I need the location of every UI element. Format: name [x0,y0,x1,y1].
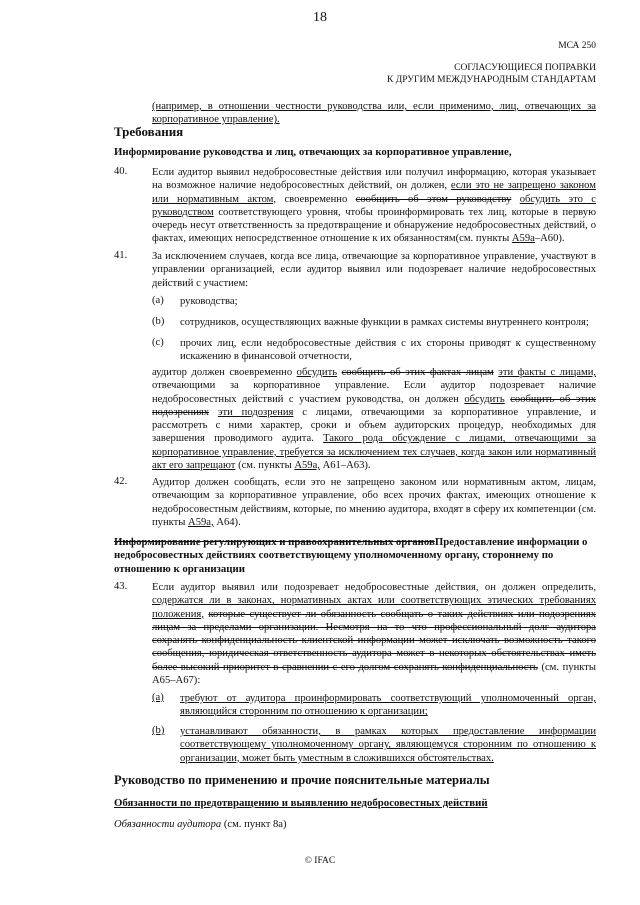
page-number: 18 [313,10,327,25]
para-41-c11: (см. пункты [238,460,292,472]
para-42 [152,476,596,529]
para-41-c5: отвечающими за корпоративное управление. Если аудитор подозревает наличие недобросовестных действий с участием руководства, он должен [152,380,596,405]
subheading-report-new: Предоставление информации о недобросовестных действиях соответствующему уполномоченному органу, стороннему по отношению к организации [114,536,588,575]
para-40 [152,166,596,246]
auditor-duties-ref: (см. пункт 8а) [223,819,287,830]
subheading-inform: Информирование руководства и лиц, отвечающих за корпоративное управление, [114,146,512,158]
para-41-item-a-label: (a) [152,295,164,306]
para-41-c10: Такого рода обсуждение с лицами, отвечающими за корпоративное управление, требуется за исключением тех случаев, когда закон или нормативный акт его запрещают [152,433,596,472]
para-41-c8: эти подозрения [217,406,294,418]
subheading-duties: Обязанности по предотвращению и выявлению недобросовестных действий [114,797,488,809]
para-41-c12: А59а, [294,460,320,472]
heading-guidance: Руководство по применению и прочие пояснительные материалы [114,773,490,787]
para-43-item-b: устанавливают обязанности, в рамках которых предоставление информации соответствующему уполномоченному органу, являющемуся сторонним по отношению к организации, может быть уместным в сложившихся обстоятельствах. [180,726,596,764]
para-43-number: 43. [114,581,128,592]
auditor-duties-italic: Обязанности аудитора [114,819,222,830]
para-41-c6: обсудить [464,393,505,405]
para-41-c1: аудитор должен своевременно [152,367,293,378]
header-line-2: К ДРУГИМ МЕЖДУНАРОДНЫМ СТАНДАРТАМ [387,75,596,85]
para-41-c9: с лицами, отвечающими за корпоративное управление, и рассмотреть с ними характер, сроки и объем аудиторских процедур, необходимых для завершения проводимого аудита. [152,406,596,445]
para-43-item-a-label: (a) [152,692,164,703]
para-41-c7: сообщить об этих подозрениях [152,393,596,418]
standard-code: МСА 250 [558,41,596,51]
para-42-ref-a59a: А59а, [188,516,214,528]
footer-copyright: © IFAC [304,856,336,866]
header-line-1: СОГЛАСУЮЩИЕСЯ ПОПРАВКИ [454,63,596,73]
para-41-number: 41. [114,250,128,261]
para-43-ref: (см. пункты А65–А67): [152,661,596,687]
para-41-c13: А61–А63). [322,460,371,472]
para-40-ref-a59a: А59а [511,233,535,245]
para-40-insert-discuss: обсудить это с руководством [152,193,596,218]
auditor-duties [114,818,598,831]
para-40-text-1: Если аудитор выявил недобросовестные действия или получил информацию, которая указывает на возможное наличие недобросовестных действий, он должен, [152,167,596,192]
para-40-insert-law: если это не запрещено законом или нормативным актом, [152,180,596,205]
para-42-ref-rest: А64). [216,516,241,528]
para-43-deleted: которые существует ли обязанность сообщать о таких действиях или подозрениях лицам за пределами организации. Несмотря на то что профессиональный долг аудитора сохранять конфиденциальность клиентской информации может исключать возможность такого сообщения, юридическая ответственность аудитора может в некоторых обстоятельствах иметь более высокий приоритет в сравнении с его долгом сохранять конфиденциальность [152,608,596,673]
para-40-ref-rest: –А60). [534,233,565,245]
para-41-c3: сообщить об этих фактах лицам [341,367,494,378]
para-41-item-a: руководства; [180,296,238,307]
para-43 [152,581,596,687]
para-41-item-b: сотрудников, осуществляющих важные функции в рамках системы внутреннего контроля; [180,317,589,328]
para-42-number: 42. [114,476,128,487]
heading-requirements: Требования [114,124,184,139]
intro-tail: (например, в отношении честности руководства или, если применимо, лиц, отвечающих за корпоративное управление). [152,101,596,126]
para-43-text-1: Если аудитор выявил или подозревает недобросовестные действия, он должен определить, [152,582,596,593]
para-42-text: Аудитор должен сообщать, если это не запрещено законом или нормативным актом, лицам, отвечающим за корпоративное управление, обо всех прочих фактах, имеющих отношение к недобросовестным действиям, которые, по мнению аудитора, входят в сферу их компетенции (см. пункты [152,477,596,528]
para-43-item-a: требуют от аудитора проинформировать соответствующий уполномоченный орган, являющийся сторонним по отношению к организации; [180,693,596,718]
para-43-insert: содержатся ли в законах, нормативных актах или соответствующих этических требованиях положения, [152,595,596,620]
para-41-item-c-label: (c) [152,337,164,348]
para-41-continuation [152,366,596,472]
para-40-text-2: своевременно [284,193,348,205]
subheading-report [114,536,598,576]
para-40-text-3: соответствующего уровня, чтобы проинформировать тех лиц, которые в первую очередь несут ответственность за предотвращение и обнаружение недобросовестных действий, о фактах, имеющих непосредственное отношение к их обязанностям(см. пункты [152,206,596,245]
subheading-report-deleted: Информирование регулирующих и правоохранительных органов [114,536,435,548]
para-43-item-b-label: (b) [152,725,165,736]
para-41-item-b-label: (b) [152,316,165,327]
para-41-c4: эти факты с лицами, [498,367,597,378]
para-41-intro: За исключением случаев, когда все лица, отвечающие за корпоративное управление, участвуют в управлении организацией, если аудитор выявил или подозревает наличие недобросовестных действий с участием: [152,251,596,289]
para-41-c2: обсудить [296,367,338,378]
para-40-number: 40. [114,166,128,177]
para-41-item-c: прочих лиц, если недобросовестные действия с их стороны приводят к существенному искажению в финансовой отчетности, [180,338,596,363]
para-40-deleted: сообщить об этом руководству [355,193,512,205]
